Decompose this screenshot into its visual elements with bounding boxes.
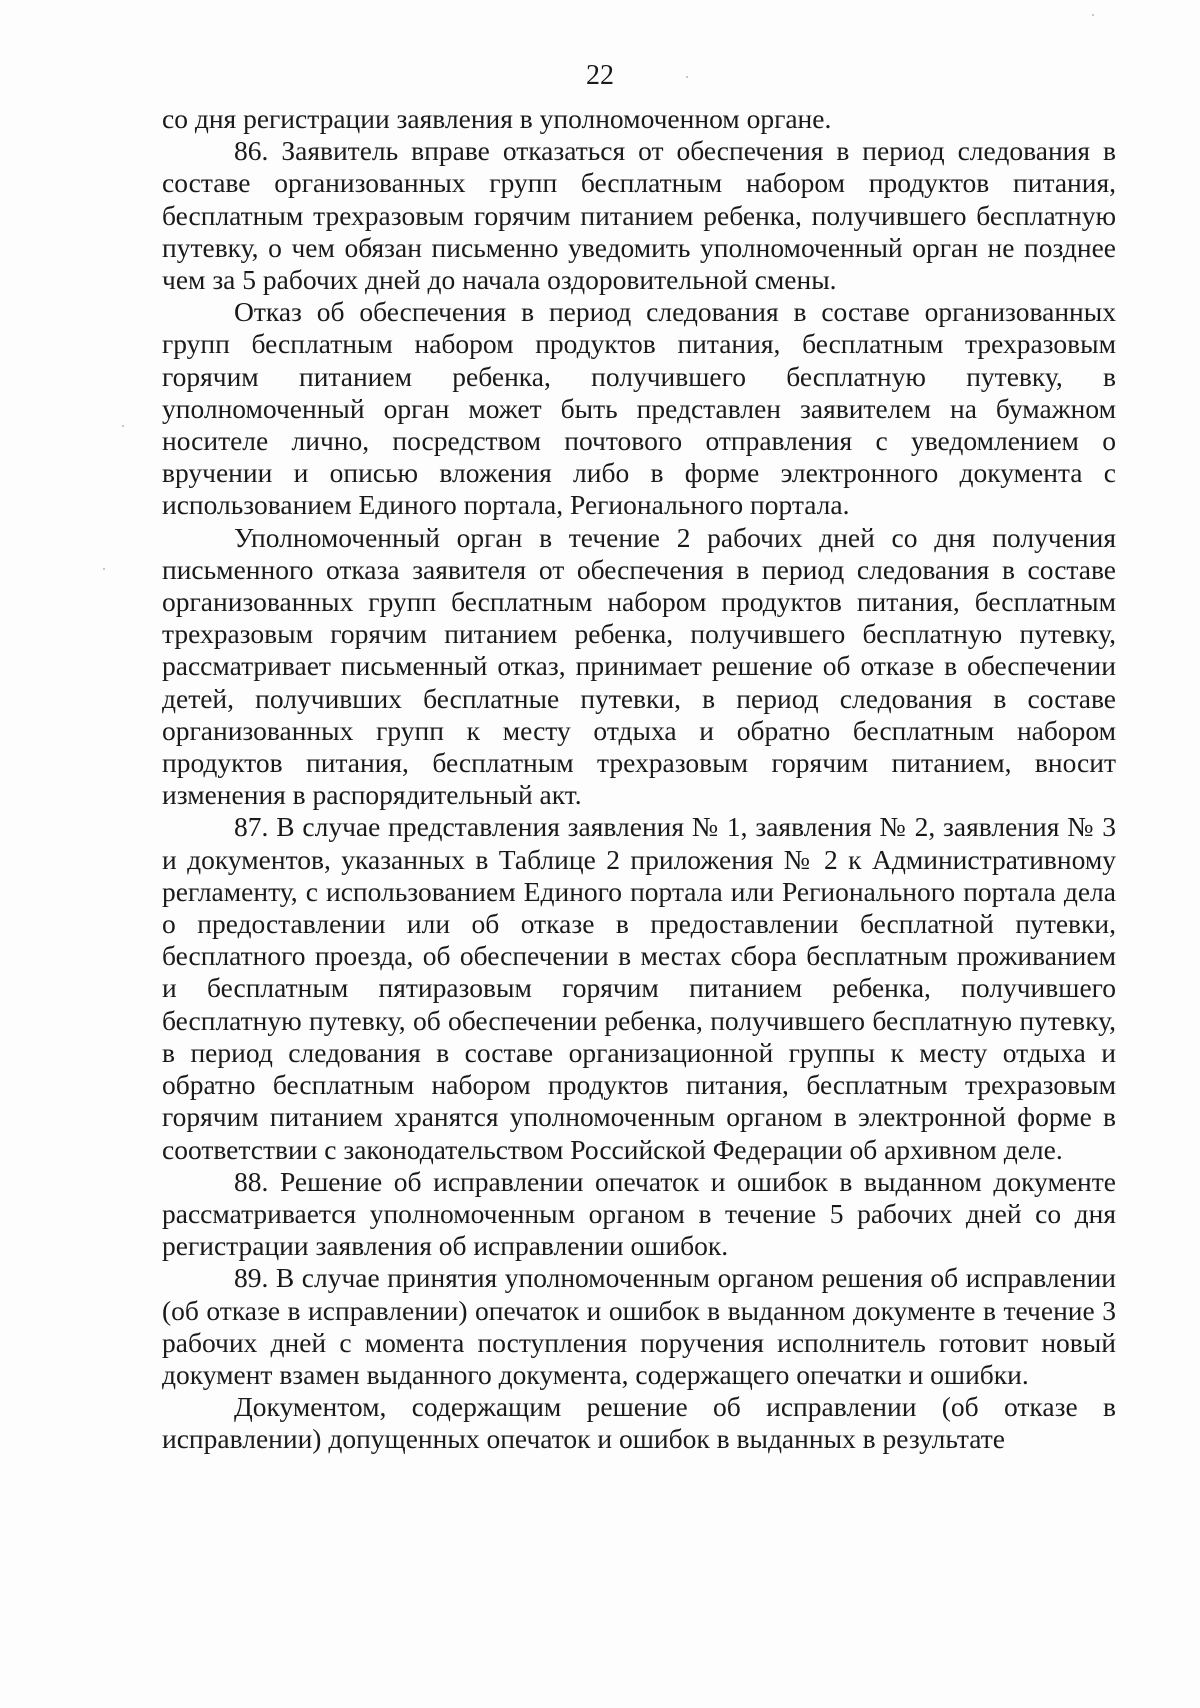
scan-speck — [103, 568, 105, 570]
paragraph-87: 87. В случае представления заявления № 1, заявления № 2, заявления № 3 и документов, указанных в Таблице 2 приложения № 2 к Административному регламенту, с использованием Единого портала или Регионального портала дела о предоставлении или об отказе в предоставлении бесплатной путевки, бесплатного проезда, об обеспечении в местах сбора бесплатным проживанием и бесплатным пятиразовым горячим питанием ребенка, получившего бесплатную путевку, об обеспечении ребенка, получившего бесплатную путевку, в период следования в составе организационной группы к месту отдыха и обратно бесплатным набором продуктов питания, бесплатным трехразовым горячим питанием хранятся уполномоченным органом в электронной форме в соответствии с законодательством Российской Федерации об архивном деле. — [162, 811, 1116, 1165]
scan-speck — [686, 76, 688, 78]
scan-speck — [122, 425, 124, 427]
paragraph-88: 88. Решение об исправлении опечаток и ошибок в выданном документе рассматривается уполномоченным органом в течение 5 рабочих дней со дня регистрации заявления об исправлении ошибок. — [162, 1165, 1116, 1262]
scan-speck — [1092, 14, 1094, 16]
paragraph-document-decision: Документом, содержащим решение об исправлении (об отказе в исправлении) допущенных опечаток и ошибок в выданных в результате — [162, 1391, 1116, 1455]
paragraph-authority-review: Уполномоченный орган в течение 2 рабочих дней со дня получения письменного отказа заявителя от обеспечения в период следования в составе организованных групп бесплатным набором продуктов питания, бесплатным трехразовым горячим питанием ребенка, получившего бесплатную путевку, рассматривает письменный отказ, принимает решение об отказе в обеспечении детей, получивших бесплатные путевки, в период следования в составе организованных групп к месту отдыха и обратно бесплатным набором продуктов питания, бесплатным трехразовым горячим питанием, вносит изменения в распорядительный акт. — [162, 521, 1116, 811]
paragraph-89: 89. В случае принятия уполномоченным органом решения об исправлении (об отказе в исправлении) опечаток и ошибок в выданном документе в течение 3 рабочих дней с момента поступления поручения исполнитель готовит новый документ взамен выданного документа, содержащего опечатки и ошибки. — [162, 1262, 1116, 1390]
paragraph-continuation: со дня регистрации заявления в уполномоченном органе. — [162, 103, 832, 134]
document-body — [162, 103, 1116, 1456]
paragraph-refusal: Отказ об обеспечения в период следования в составе организованных групп бесплатным набором продуктов питания, бесплатным трехразовым горячим питанием ребенка, получившего бесплатную путевку, в уполномоченный орган может быть представлен заявителем на бумажном носителе лично, посредством почтового отправления с уведомлением о вручении и описью вложения либо в форме электронного документа с использованием Единого портала, Регионального портала. — [162, 296, 1116, 521]
paragraph-86: 86. Заявитель вправе отказаться от обеспечения в период следования в составе организованных групп бесплатным набором продуктов питания, бесплатным трехразовым горячим питанием ребенка, получившего бесплатную путевку, о чем обязан письменно уведомить уполномоченный орган не позднее чем за 5 рабочих дней до начала оздоровительной смены. — [162, 135, 1116, 296]
page-number: 22 — [586, 60, 614, 91]
